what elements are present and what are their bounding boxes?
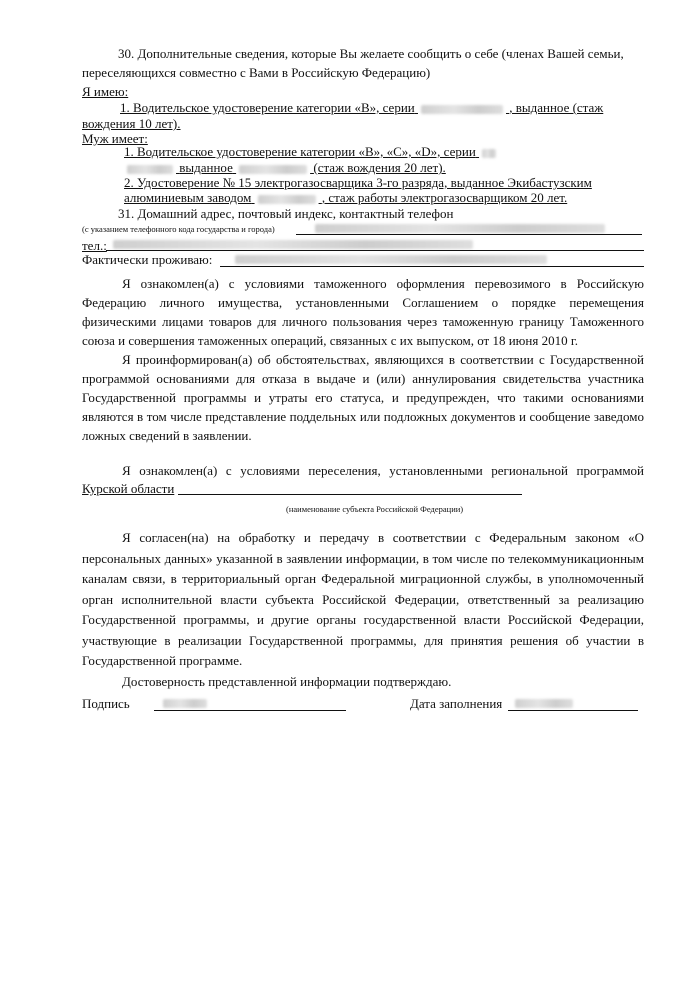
- region-line: [178, 494, 522, 495]
- address-line: [296, 234, 642, 235]
- husband-has-label: Муж имеет:: [82, 131, 148, 146]
- consent-paragraph: Я согласен(на) на обработку и передачу в соответствии с Федеральным законом «О персональных данных» указанной в заявлении информации, в том числе по телекоммуникационным каналам связи, в территориальный орган Федеральной миграционной службы, в уполномоченный орган исполнительной власти субъекта Российской Федерации, ответственный за реализацию Государственной программы, и другие органы государственной власти Российской Федерации, участвующие в реализации Государственной программы, для принятия решения об участии в Государственной программе.: [82, 530, 644, 668]
- husband-item-2-line1: 2. Удостоверение № 15 электрогазосварщика 3-го разряда, выданное Экибастузским: [124, 175, 592, 190]
- i-have-label: Я имею:: [82, 84, 129, 99]
- date-label: Дата заполнения: [410, 696, 503, 711]
- husband-item-1-issued: выданное: [179, 160, 233, 175]
- i-have-item-1-text-end: , выданное (стаж: [509, 100, 604, 115]
- husband-item-1: [124, 144, 499, 160]
- husband-item-1-cont: [124, 160, 446, 176]
- husband-item-2-end: , стаж работы электрогазосварщиком 20 лет.: [321, 190, 568, 205]
- redacted-date: [258, 195, 316, 204]
- redacted-series: [482, 149, 496, 158]
- customs-paragraph: Я ознакомлен(а) с условиями таможенного оформления перевозимого в Российскую Федерацию личного имущества, установленными Соглашением о порядке перемещения физическими лицами товаров для личного пользования через таможенную границу Таможенного союза и совершения таможенных операций, связанных с их выпуском, от 18 июня 2010 г.: [82, 276, 644, 348]
- i-have-item-1-text: 1. Водительское удостоверение категории «В», серии: [120, 100, 415, 115]
- informed-paragraph: Я проинформирован(а) об обстоятельствах, являющихся в соответствии с Государственной программой основаниями для отказа в выдаче и (или) аннулирования свидетельства участника Государственной программы и утраты его статуса, и предупрежден, что такими основаниями являются в том числе представление поддельных или подложных документов и сообщение заведомо ложных сведений в заявлении.: [82, 352, 644, 443]
- redacted-signature: [163, 699, 207, 708]
- redacted-date: [515, 699, 573, 708]
- confirm-statement: Достоверность представленной информации подтверждаю.: [122, 674, 452, 689]
- region-value: Курской области: [82, 481, 175, 496]
- actual-residence-line: [220, 266, 644, 267]
- relocation-paragraph: Я ознакомлен(а) с условиями переселения, установленными региональной программой: [122, 463, 644, 478]
- husband-item-1-text: 1. Водительское удостоверение категории «В», «С», «D», серии: [124, 144, 476, 159]
- husband-item-2-factory: алюминиевым заводом: [124, 190, 252, 205]
- redacted-issuer: [239, 165, 307, 174]
- redacted-phone: [113, 240, 473, 249]
- tel-line: [106, 250, 644, 251]
- item30-heading-line2: переселяющихся совместно с Вами в Российскую Федерацию): [82, 65, 431, 80]
- husband-item-2-line2: [124, 190, 567, 206]
- redacted-number: [127, 165, 173, 174]
- actual-residence-label: Фактически проживаю:: [82, 252, 213, 267]
- i-have-item-1-cont: вождения 10 лет).: [82, 116, 181, 131]
- date-line: [508, 710, 638, 711]
- item31-heading: 31. Домашний адрес, почтовый индекс, контактный телефон: [118, 206, 454, 221]
- item31-phone-note: (с указанием телефонного кода государства и города): [82, 224, 275, 234]
- redacted-address: [315, 224, 605, 233]
- region-note: (наименование субъекта Российской Федерации): [286, 504, 464, 514]
- redacted-series: [421, 105, 503, 114]
- signature-line: [154, 710, 346, 711]
- signature-label: Подпись: [82, 696, 130, 711]
- i-have-item-1: [120, 100, 603, 116]
- redacted-actual-address: [235, 255, 547, 264]
- tel-label: тел.:: [82, 238, 107, 253]
- husband-item-1-end: (стаж вождения 20 лет).: [313, 160, 446, 175]
- item30-heading-line1: 30. Дополнительные сведения, которые Вы желаете сообщить о себе (членах Вашей семьи,: [118, 46, 624, 61]
